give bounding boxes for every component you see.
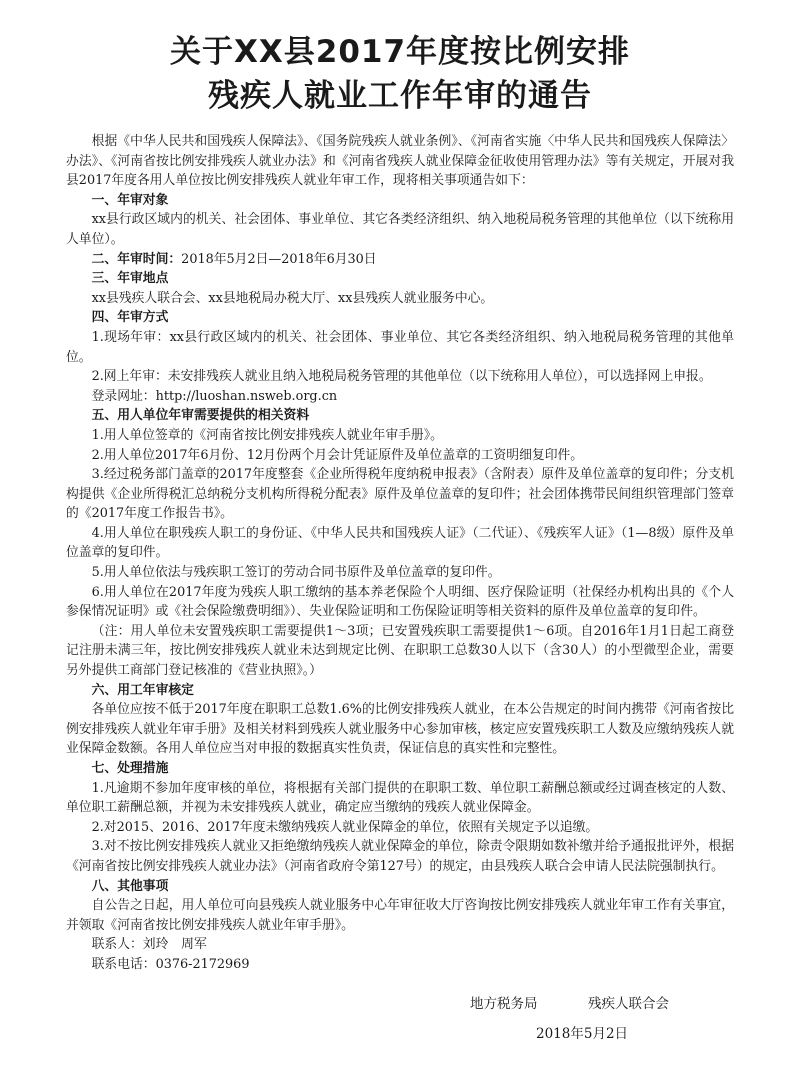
section-3-heading: 三、年审地点 [91,271,169,287]
section-4-item-2: 2.网上年审：未安排残疾人就业且纳入地税局税务管理的其他单位（以下统称用人单位），可以选择网上申报。 [91,369,712,385]
section-8-heading: 八、其他事项 [91,878,169,894]
intro-paragraph: 根据《中华人民共和国残疾人保障法》、《国务院残疾人就业条例》、《河南省实施〈中华人民共和国残疾人保障法〉办法》、《河南省按比例安排残疾人就业办法》和《河南省残疾人就业保障金征收使用管理办法》等有关规定，开展对我县2017年度各用人单位按比例安排残疾人就业年审工作，现将相关事项通告如下： [66,134,734,189]
section-2-label: 二、年审时间： [91,251,182,267]
section-4-login-url: 登录网址：http://luoshan.nsweb.org.cn [91,388,338,404]
section-5-item-1: 1.用人单位签章的《河南省按比例安排残疾人就业年审手册》。 [91,427,443,443]
section-3-text: xx县残疾人联合会、xx县地税局办税大厅、xx县残疾人就业服务中心。 [91,290,494,306]
section-5-item-4: 4.用人单位在职残疾人职工的身份证、《中华人民共和国残疾人证》（二代证）、《残疾军人证》（1—8级）原件及单位盖章的复印件。 [66,525,734,561]
section-5-item-6: 6.用人单位在2017年度为残疾人职工缴纳的基本养老保险个人明细、医疗保险证明（社保经办机构出具的《个人参保情况证明》或《社会保险缴费明细》）、失业保险证明和工伤保险证明等相关资料的原件及单位盖章的复印件。 [66,584,734,620]
section-5-heading: 五、用人单位年审需要提供的相关资料 [91,408,310,424]
contact-phone: 联系电话：0376-2172969 [91,956,250,972]
notice-body [66,132,734,975]
section-7-item-1: 1.凡逾期不参加年度审核的单位，将根据有关部门提供的在职职工数、单位职工薪酬总额或经过调查核定的人数、单位职工薪酬总额，并视为未安排残疾人就业，确定应当缴纳的残疾人就业保障金。 [66,780,734,816]
signature-org-tax-bureau: 地方税务局 [470,996,538,1012]
section-1-text: xx县行政区域内的机关、社会团体、事业单位、其它各类经济组织、纳入地税局税务管理的其他单位（以下统称用人单位）。 [66,212,734,247]
section-5-item-3: 3.经过税务部门盖章的2017年度整套《企业所得税年度纳税申报表》（含附表）原件及单位盖章的复印件；分支机构提供《企业所得税汇总纳税分支机构所得税分配表》原件及单位盖章的复印件；社会团体携带民间组织管理部门签章的《2017年度工作报告书》。 [66,467,734,522]
signature-org-disabled-federation: 残疾人联合会 [588,996,669,1012]
section-1-heading: 一、年审对象 [91,192,169,208]
section-2-value: 2018年5月2日—2018年6月30日 [181,251,377,267]
section-7-heading: 七、处理措施 [91,761,169,776]
section-5-item-5: 5.用人单位依法与残疾职工签订的劳动合同书原件及单位盖章的复印件。 [91,565,501,581]
section-6-text: 各单位应按不低于2017年度在职职工总数1.6%的比例安排残疾人就业，在本公告规定的时间内携带《河南省按比例安排残疾人就业年审手册》及相关材料到残疾人就业服务中心参加审核，核定应安置残疾职工人数及应缴纳残疾人就业保障金数额。各用人单位应当对申报的数据真实性负责，保证信息的真实性和完整性。 [66,702,734,757]
section-2-heading [66,250,734,270]
section-4-item-1: 1.现场年审：xx县行政区域内的机关、社会团体、事业单位、其它各类经济组织、纳入地税局税务管理的其他单位。 [66,329,734,365]
contact-person: 联系人：刘玲 周军 [91,937,207,953]
notice-title [66,30,734,118]
section-6-heading: 六、用工年审核定 [91,682,194,698]
section-4-heading: 四、年审方式 [91,310,169,326]
section-5-note: （注：用人单位未安置残疾职工需要提供1～3项；已安置残疾职工需要提供1～6项。自2016年1月1日起工商登记注册未满三年，按比例安排残疾人就业未达到规定比例、在职职工总数30人以下（含30人）的小型微型企业，需要另外提供工商部门登记核准的《营业执照》。） [66,623,734,679]
signature-date: 2018年5月2日 [536,1026,629,1042]
title-line-1: 关于XX县2017年度按比例安排 [169,34,631,70]
section-5-item-2: 2.用人单位2017年6月份、12月份两个月会计凭证原件及单位盖章的工资明细复印件。 [91,447,584,463]
section-8-text: 自公告之日起，用人单位可向县残疾人就业服务中心年审征收大厅咨询按比例安排残疾人就业年审工作有关事宜，并领取《河南省按比例安排残疾人就业年审手册》。 [66,898,734,933]
section-7-item-3: 3.对不按比例安排残疾人就业又拒绝缴纳残疾人就业保障金的单位，除责令限期如数补缴并给予通报批评外，根据《河南省按比例安排残疾人就业办法》（河南省政府令第127号）的规定，由县残疾人联合会申请人民法院强制执行。 [66,839,734,874]
title-line-2: 残疾人就业工作年审的通告 [208,78,592,114]
section-7-item-2: 2.对2015、2016、2017年度未缴纳残疾人就业保障金的单位，依照有关规定予以追缴。 [91,819,599,835]
